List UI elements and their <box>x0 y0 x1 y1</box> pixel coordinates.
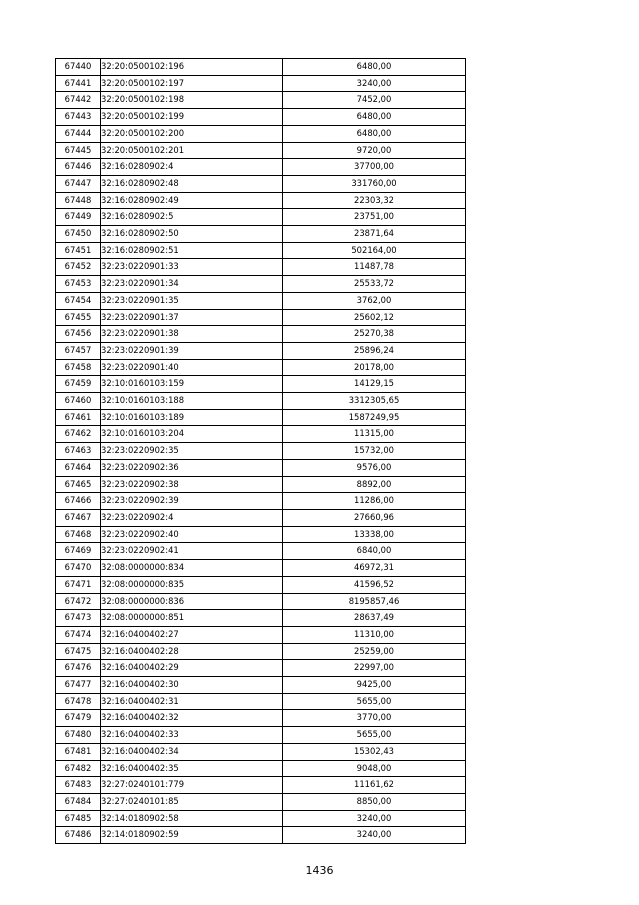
value-cell: 502164,00 <box>283 242 466 259</box>
value-cell: 14129,15 <box>283 376 466 393</box>
row-number-cell: 67477 <box>56 677 101 694</box>
cadastral-number-cell: 32:23:0220902:41 <box>101 543 283 560</box>
row-number-cell: 67451 <box>56 242 101 259</box>
value-cell: 25259,00 <box>283 643 466 660</box>
cadastral-number-cell: 32:16:0400402:29 <box>101 660 283 677</box>
cadastral-number-cell: 32:16:0400402:27 <box>101 626 283 643</box>
row-number-cell: 67447 <box>56 175 101 192</box>
table-row <box>56 75 466 92</box>
cadastral-number-cell: 32:10:0160103:159 <box>101 376 283 393</box>
table-row <box>56 643 466 660</box>
row-number-cell: 67441 <box>56 75 101 92</box>
value-cell: 27660,96 <box>283 509 466 526</box>
value-cell: 3762,00 <box>283 292 466 309</box>
cadastral-number-cell: 32:20:0500102:197 <box>101 75 283 92</box>
value-cell: 11487,78 <box>283 259 466 276</box>
table-row <box>56 509 466 526</box>
value-cell: 9425,00 <box>283 677 466 694</box>
cadastral-number-cell: 32:23:0220902:38 <box>101 476 283 493</box>
table-row <box>56 810 466 827</box>
register-table-body <box>56 59 466 844</box>
cadastral-number-cell: 32:16:0400402:31 <box>101 693 283 710</box>
table-row <box>56 309 466 326</box>
row-number-cell: 67479 <box>56 710 101 727</box>
row-number-cell: 67466 <box>56 493 101 510</box>
row-number-cell: 67468 <box>56 526 101 543</box>
row-number-cell: 67467 <box>56 509 101 526</box>
row-number-cell: 67445 <box>56 142 101 159</box>
value-cell: 20178,00 <box>283 359 466 376</box>
table-row <box>56 626 466 643</box>
row-number-cell: 67483 <box>56 777 101 794</box>
row-number-cell: 67456 <box>56 326 101 343</box>
register-table <box>55 58 466 844</box>
value-cell: 6840,00 <box>283 543 466 560</box>
table-row <box>56 92 466 109</box>
value-cell: 8892,00 <box>283 476 466 493</box>
cadastral-number-cell: 32:23:0220901:33 <box>101 259 283 276</box>
row-number-cell: 67469 <box>56 543 101 560</box>
cadastral-number-cell: 32:16:0400402:33 <box>101 727 283 744</box>
cadastral-number-cell: 32:16:0400402:30 <box>101 677 283 694</box>
row-number-cell: 67486 <box>56 827 101 844</box>
table-row <box>56 543 466 560</box>
row-number-cell: 67457 <box>56 342 101 359</box>
row-number-cell: 67461 <box>56 409 101 426</box>
value-cell: 3770,00 <box>283 710 466 727</box>
row-number-cell: 67465 <box>56 476 101 493</box>
row-number-cell: 67480 <box>56 727 101 744</box>
table-row <box>56 426 466 443</box>
value-cell: 15732,00 <box>283 443 466 460</box>
row-number-cell: 67474 <box>56 626 101 643</box>
table-row <box>56 409 466 426</box>
row-number-cell: 67472 <box>56 593 101 610</box>
cadastral-number-cell: 32:08:0000000:836 <box>101 593 283 610</box>
cadastral-number-cell: 32:20:0500102:198 <box>101 92 283 109</box>
row-number-cell: 67443 <box>56 109 101 126</box>
row-number-cell: 67448 <box>56 192 101 209</box>
value-cell: 6480,00 <box>283 125 466 142</box>
cadastral-number-cell: 32:14:0180902:58 <box>101 810 283 827</box>
table-row <box>56 159 466 176</box>
cadastral-number-cell: 32:20:0500102:201 <box>101 142 283 159</box>
table-row <box>56 342 466 359</box>
row-number-cell: 67458 <box>56 359 101 376</box>
value-cell: 9576,00 <box>283 459 466 476</box>
table-row <box>56 693 466 710</box>
cadastral-number-cell: 32:23:0220901:40 <box>101 359 283 376</box>
row-number-cell: 67478 <box>56 693 101 710</box>
table-row <box>56 610 466 627</box>
row-number-cell: 67471 <box>56 576 101 593</box>
table-row <box>56 443 466 460</box>
cadastral-number-cell: 32:20:0500102:196 <box>101 59 283 76</box>
table-row <box>56 493 466 510</box>
cadastral-number-cell: 32:16:0400402:28 <box>101 643 283 660</box>
table-row <box>56 677 466 694</box>
value-cell: 25896,24 <box>283 342 466 359</box>
cadastral-number-cell: 32:16:0280902:49 <box>101 192 283 209</box>
cadastral-number-cell: 32:10:0160103:189 <box>101 409 283 426</box>
row-number-cell: 67484 <box>56 793 101 810</box>
cadastral-number-cell: 32:16:0280902:5 <box>101 209 283 226</box>
cadastral-number-cell: 32:23:0220901:39 <box>101 342 283 359</box>
cadastral-number-cell: 32:10:0160103:188 <box>101 393 283 410</box>
row-number-cell: 67476 <box>56 660 101 677</box>
value-cell: 46972,31 <box>283 560 466 577</box>
value-cell: 22997,00 <box>283 660 466 677</box>
table-row <box>56 526 466 543</box>
table-row <box>56 292 466 309</box>
value-cell: 41596,52 <box>283 576 466 593</box>
table-row <box>56 142 466 159</box>
value-cell: 22303,32 <box>283 192 466 209</box>
table-row <box>56 276 466 293</box>
row-number-cell: 67463 <box>56 443 101 460</box>
value-cell: 13338,00 <box>283 526 466 543</box>
table-row <box>56 226 466 243</box>
cadastral-number-cell: 32:20:0500102:199 <box>101 109 283 126</box>
cadastral-number-cell: 32:16:0280902:48 <box>101 175 283 192</box>
row-number-cell: 67470 <box>56 560 101 577</box>
value-cell: 5655,00 <box>283 693 466 710</box>
cadastral-number-cell: 32:08:0000000:834 <box>101 560 283 577</box>
table-row <box>56 242 466 259</box>
row-number-cell: 67454 <box>56 292 101 309</box>
value-cell: 23751,00 <box>283 209 466 226</box>
table-row <box>56 827 466 844</box>
cadastral-number-cell: 32:08:0000000:835 <box>101 576 283 593</box>
row-number-cell: 67440 <box>56 59 101 76</box>
cadastral-number-cell: 32:23:0220901:37 <box>101 309 283 326</box>
table-row <box>56 743 466 760</box>
table-row <box>56 326 466 343</box>
value-cell: 9720,00 <box>283 142 466 159</box>
table-row <box>56 376 466 393</box>
value-cell: 5655,00 <box>283 727 466 744</box>
value-cell: 37700,00 <box>283 159 466 176</box>
row-number-cell: 67459 <box>56 376 101 393</box>
table-row <box>56 109 466 126</box>
cadastral-number-cell: 32:23:0220901:34 <box>101 276 283 293</box>
row-number-cell: 67485 <box>56 810 101 827</box>
value-cell: 7452,00 <box>283 92 466 109</box>
value-cell: 3240,00 <box>283 810 466 827</box>
value-cell: 11310,00 <box>283 626 466 643</box>
row-number-cell: 67481 <box>56 743 101 760</box>
table-row <box>56 476 466 493</box>
row-number-cell: 67442 <box>56 92 101 109</box>
cadastral-number-cell: 32:16:0280902:51 <box>101 242 283 259</box>
table-row <box>56 710 466 727</box>
table-row <box>56 777 466 794</box>
value-cell: 3312305,65 <box>283 393 466 410</box>
value-cell: 25533,72 <box>283 276 466 293</box>
table-row <box>56 760 466 777</box>
row-number-cell: 67446 <box>56 159 101 176</box>
value-cell: 8195857,46 <box>283 593 466 610</box>
cadastral-number-cell: 32:23:0220902:35 <box>101 443 283 460</box>
table-row <box>56 459 466 476</box>
value-cell: 331760,00 <box>283 175 466 192</box>
value-cell: 23871,64 <box>283 226 466 243</box>
table-row <box>56 393 466 410</box>
row-number-cell: 67460 <box>56 393 101 410</box>
cadastral-number-cell: 32:10:0160103:204 <box>101 426 283 443</box>
value-cell: 25602,12 <box>283 309 466 326</box>
value-cell: 25270,38 <box>283 326 466 343</box>
row-number-cell: 67475 <box>56 643 101 660</box>
value-cell: 9048,00 <box>283 760 466 777</box>
cadastral-number-cell: 32:23:0220901:35 <box>101 292 283 309</box>
row-number-cell: 67449 <box>56 209 101 226</box>
page-number: 1436 <box>305 864 334 877</box>
cadastral-number-cell: 32:23:0220902:39 <box>101 493 283 510</box>
table-row <box>56 576 466 593</box>
row-number-cell: 67444 <box>56 125 101 142</box>
value-cell: 3240,00 <box>283 75 466 92</box>
table-row <box>56 560 466 577</box>
cadastral-number-cell: 32:27:0240101:85 <box>101 793 283 810</box>
row-number-cell: 67473 <box>56 610 101 627</box>
value-cell: 11315,00 <box>283 426 466 443</box>
cadastral-number-cell: 32:14:0180902:59 <box>101 827 283 844</box>
row-number-cell: 67450 <box>56 226 101 243</box>
row-number-cell: 67482 <box>56 760 101 777</box>
value-cell: 11161,62 <box>283 777 466 794</box>
cadastral-number-cell: 32:16:0280902:50 <box>101 226 283 243</box>
table-row <box>56 259 466 276</box>
table-row <box>56 175 466 192</box>
table-row <box>56 209 466 226</box>
row-number-cell: 67455 <box>56 309 101 326</box>
cadastral-number-cell: 32:16:0280902:4 <box>101 159 283 176</box>
table-row <box>56 359 466 376</box>
row-number-cell: 67453 <box>56 276 101 293</box>
row-number-cell: 67464 <box>56 459 101 476</box>
cadastral-number-cell: 32:23:0220902:40 <box>101 526 283 543</box>
table-row <box>56 727 466 744</box>
value-cell: 6480,00 <box>283 109 466 126</box>
table-row <box>56 793 466 810</box>
table-row <box>56 59 466 76</box>
table-row <box>56 125 466 142</box>
value-cell: 1587249,95 <box>283 409 466 426</box>
table-row <box>56 660 466 677</box>
cadastral-number-cell: 32:23:0220902:4 <box>101 509 283 526</box>
cadastral-number-cell: 32:16:0400402:34 <box>101 743 283 760</box>
table-row <box>56 593 466 610</box>
row-number-cell: 67452 <box>56 259 101 276</box>
value-cell: 11286,00 <box>283 493 466 510</box>
cadastral-number-cell: 32:16:0400402:32 <box>101 710 283 727</box>
value-cell: 15302,43 <box>283 743 466 760</box>
cadastral-number-cell: 32:08:0000000:851 <box>101 610 283 627</box>
cadastral-number-cell: 32:27:0240101:779 <box>101 777 283 794</box>
cadastral-number-cell: 32:23:0220902:36 <box>101 459 283 476</box>
cadastral-number-cell: 32:23:0220901:38 <box>101 326 283 343</box>
value-cell: 3240,00 <box>283 827 466 844</box>
value-cell: 28637,49 <box>283 610 466 627</box>
row-number-cell: 67462 <box>56 426 101 443</box>
table-row <box>56 192 466 209</box>
cadastral-number-cell: 32:16:0400402:35 <box>101 760 283 777</box>
value-cell: 6480,00 <box>283 59 466 76</box>
cadastral-number-cell: 32:20:0500102:200 <box>101 125 283 142</box>
value-cell: 8850,00 <box>283 793 466 810</box>
